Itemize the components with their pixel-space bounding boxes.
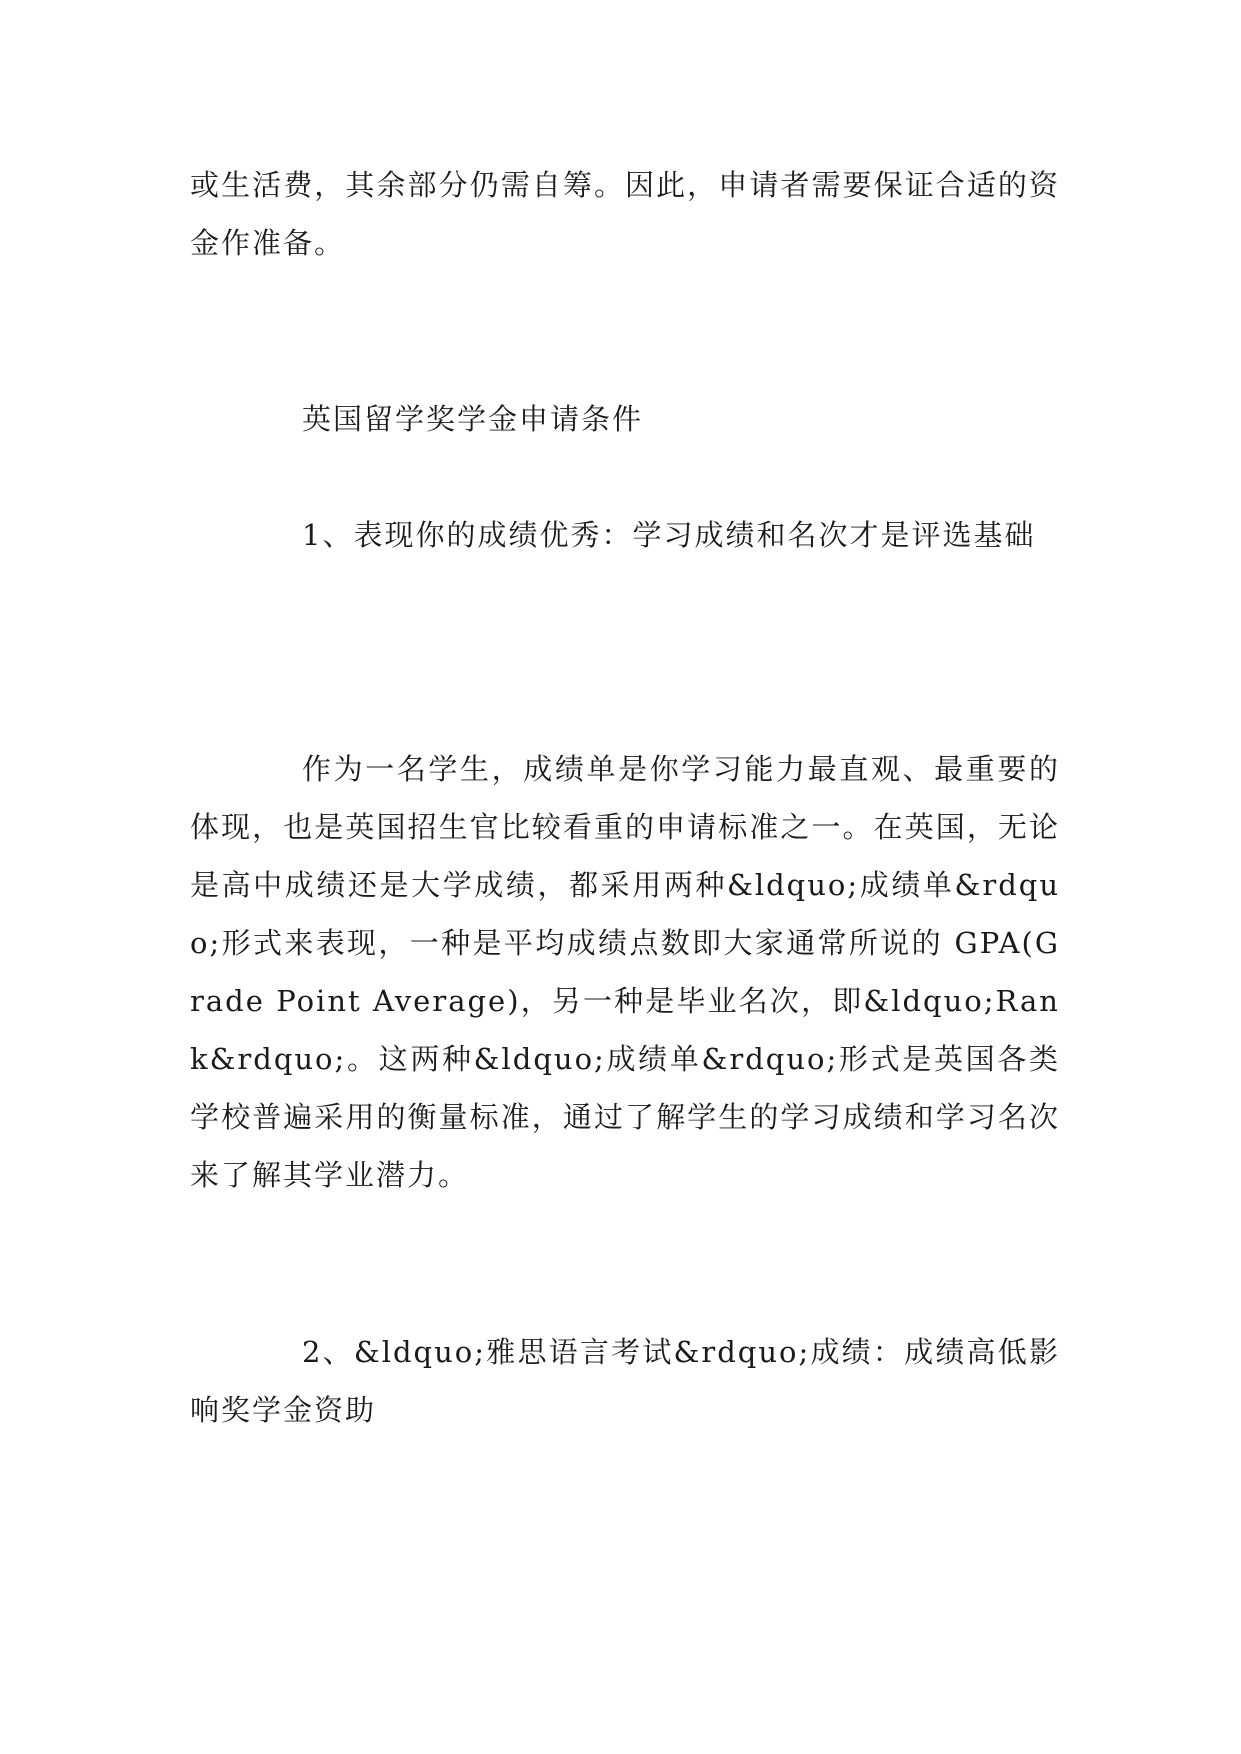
condition-2-heading: 2、&ldquo;雅思语言考试&rdquo;成绩：成绩高低影响奖学金资助 <box>190 1335 1060 1427</box>
condition-1-body: 作为一名学生，成绩单是你学习能力最直观、最重要的体现，也是英国招生官比较看重的申请标准之一。在英国，无论是高中成绩还是大学成绩，都采用两种&ldquo;成绩单&rdquo;形式来表现，一种是平均成绩点数即大家通常所说的 GPA(Grade Point Average)，另一种是毕业名次，即&ldquo;Rank&rdquo;。这两种&ldquo;成绩单&rdquo;形式是英国各类学校普遍采用的衡量标准，通过了解学生的学习成绩和学习名次来了解其学业潜力。 <box>190 752 1060 1192</box>
section-heading: 英国留学奖学金申请条件 <box>302 402 644 436</box>
paragraph-funding-note: 或生活费，其余部分仍需自筹。因此，申请者需要保证合适的资金作准备。 <box>190 168 1060 260</box>
condition-1-heading: 1、表现你的成绩优秀：学习成绩和名次才是评选基础 <box>302 518 1036 552</box>
